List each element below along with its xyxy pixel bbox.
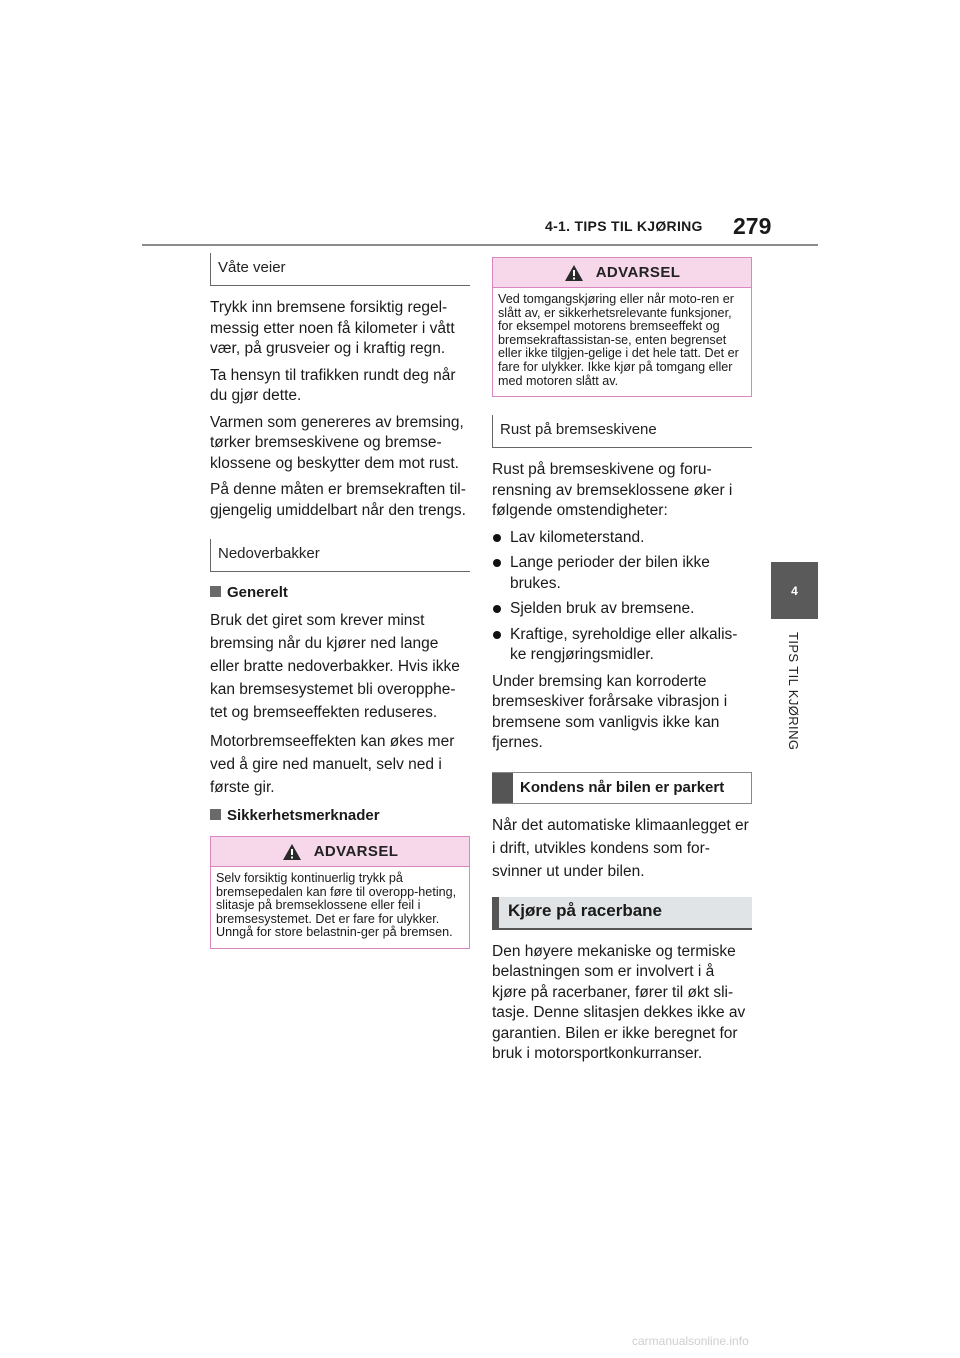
bullet-dot-icon	[493, 534, 501, 542]
right-column	[492, 257, 752, 1071]
racetrack-heading	[492, 897, 752, 930]
downhill-paragraph: Motorbremseeffekten kan økes mer ved å gire ned manuelt, selv ned i første gir.	[210, 733, 455, 796]
racetrack-heading-text: Kjøre på racerbane	[508, 900, 663, 920]
rust-outro: Under bremsing kan korroderte bremseskiver forårsake vibrasjon i bremsene som vanligvis ikke kan fjernes.	[492, 672, 728, 752]
safety-subtitle-text: Sikkerhetsmerknader	[227, 807, 380, 824]
bullet-dot-icon	[493, 559, 501, 567]
list-item-text: Lav kilometerstand.	[510, 528, 645, 546]
warning-header	[493, 258, 751, 287]
chapter-side-label: TIPS TIL KJØRING	[786, 632, 801, 751]
list-item	[492, 528, 752, 549]
square-bullet-icon	[210, 809, 221, 820]
bullet-dot-icon	[493, 631, 501, 639]
rust-conditions-list	[492, 528, 752, 666]
wet-roads-paragraph: Trykk inn bremsene forsiktig regel-messig etter noen få kilometer i vått vær, på grusveier og i kraftig regn.	[210, 299, 455, 357]
square-bullet-icon	[210, 586, 221, 597]
list-item	[492, 625, 752, 666]
wet-roads-paragraph: Varmen som genereres av bremsing, tørker bremseskivene og bremse-klossene og beskytter dem mot rust.	[210, 413, 464, 472]
downhill-heading: Nedoverbakker	[210, 539, 470, 572]
heading-marker	[492, 897, 499, 928]
section-title: 4-1. TIPS TIL KJØRING	[545, 218, 703, 234]
left-column	[210, 253, 470, 949]
general-subtitle-text: Generelt	[227, 584, 288, 601]
rust-intro: Rust på bremseskivene og foru-rensning av bremseklossene øker i følgende omstendigheter:	[492, 461, 733, 520]
safety-subtitle	[210, 807, 470, 824]
warning-triangle-icon	[564, 264, 584, 282]
list-item-text: Kraftige, syreholdige eller alkalis-ke rengjøringsmidler.	[510, 625, 738, 664]
general-subtitle	[210, 584, 470, 601]
warning-triangle-icon	[282, 843, 302, 861]
bullet-dot-icon	[493, 605, 501, 613]
list-item-text: Sjelden bruk av bremsene.	[510, 600, 695, 618]
warning-text: Selv forsiktig kontinuerlig trykk på bremsepedalen kan føre til overopp-heting, slitasje på bremseklossene eller feil i bremsesystemet. Det er fare for ulykker. Unngå for store belastnin-ger på bremsen.	[211, 866, 469, 948]
wet-roads-paragraph: Ta hensyn til trafikken rundt deg når du gjør dette.	[210, 366, 456, 404]
wet-roads-heading: Våte veier	[210, 253, 470, 286]
warning-box	[210, 836, 470, 949]
condensation-heading-text: Kondens når bilen er parkert	[520, 778, 725, 796]
wet-roads-paragraph: På denne måten er bremsekraften til-gjengelig umiddelbart når den trengs.	[210, 481, 466, 519]
chapter-tab: 4	[771, 562, 818, 619]
warning-text: Ved tomgangskjøring eller når moto-ren er slått av, er sikkerhetsrelevante funksjoner, for eksempel motorens bremseeffekt og bremsekraftassistan-se, enten begrenset eller ikke tilgjen-gelige i det hele tatt. Det er fare for ulykker. Ikke kjør på tomgang eller med motoren slått av.	[493, 287, 751, 396]
list-item	[492, 599, 752, 620]
warning-title: ADVARSEL	[313, 843, 399, 860]
heading-marker	[492, 773, 513, 803]
condensation-heading	[492, 772, 752, 804]
warning-box	[492, 257, 752, 397]
list-item-text: Lange perioder der bilen ikke brukes.	[510, 554, 710, 592]
warning-header	[211, 837, 469, 866]
list-item	[492, 553, 752, 594]
footer-watermark: carmanualsonline.info	[632, 1334, 749, 1348]
page-number: 279	[733, 213, 772, 239]
rust-heading: Rust på bremseskivene	[492, 415, 752, 448]
racetrack-text: Den høyere mekaniske og termiske belastningen som er involvert i å kjøre på racerbaner, fører til økt sli-tasje. Denne slitasjen dekkes ikke av garantien. Bilen er ikke beregnet for bruk i motorsportkonkurranser.	[492, 942, 746, 1063]
header-divider	[142, 244, 818, 246]
condensation-text: Når det automatiske klimaanlegget er i drift, utvikles kondens som for-svinner ut under bilen.	[492, 816, 749, 880]
warning-title: ADVARSEL	[595, 264, 681, 281]
downhill-paragraph: Bruk det giret som krever minst bremsing når du kjører ned lange eller bratte nedoverbakker. Hvis ikke kan bremsesystemet bli overopphe-tet og bremseeffekten reduseres.	[210, 612, 460, 721]
